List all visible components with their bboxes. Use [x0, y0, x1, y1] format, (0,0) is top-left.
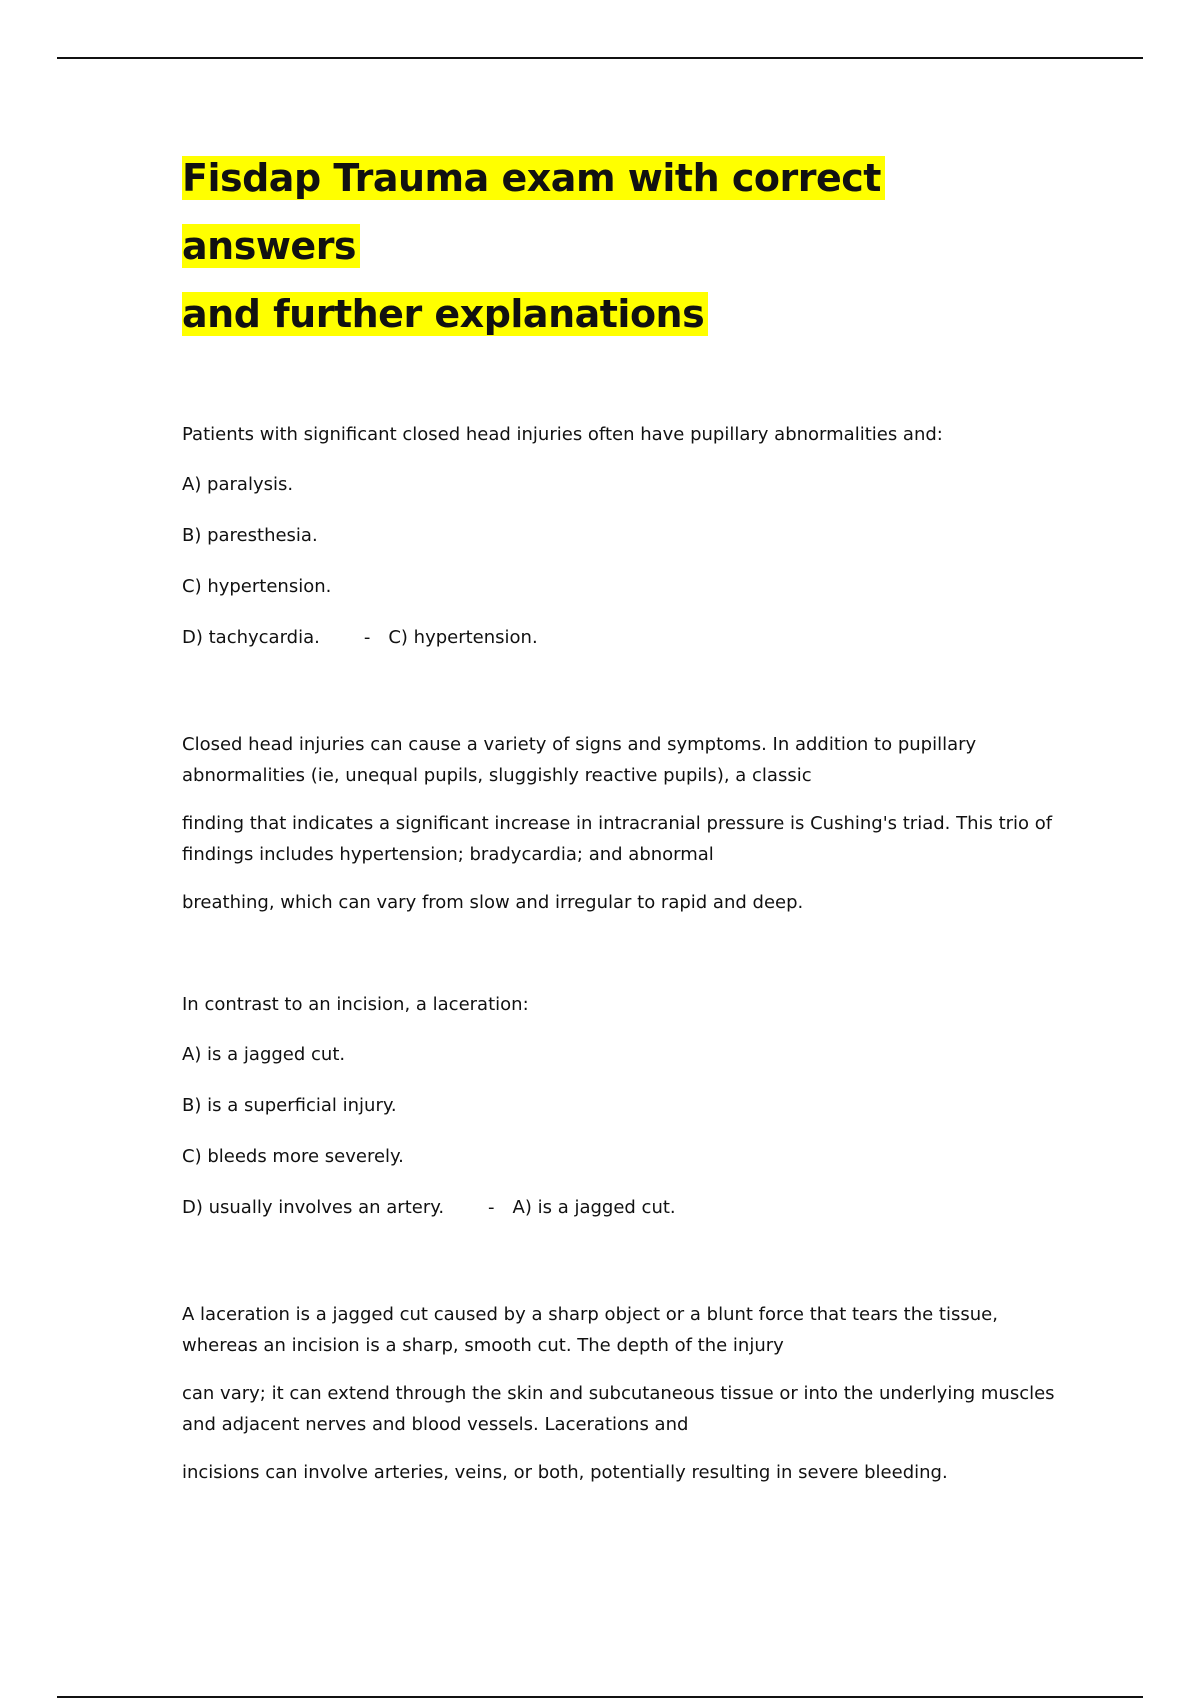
- question-1: [182, 420, 1062, 918]
- question-stem: In contrast to an incision, a laceration:: [182, 994, 529, 1015]
- explanation-paragraph: can vary; it can extend through the skin and subcutaneous tissue or into the underlying muscles and adjacent nerves and blood vessels. Lacerations and: [182, 1383, 1055, 1435]
- explanation-paragraph: A laceration is a jagged cut caused by a sharp object or a blunt force that tears the tissue, whereas an incision is a sharp, smooth cut. The depth of the injury: [182, 1304, 998, 1356]
- option-c: C) bleeds more severely.: [182, 1146, 404, 1167]
- explanation: [182, 1299, 1062, 1488]
- question-stem: Patients with significant closed head injuries often have pupillary abnormalities and:: [182, 424, 943, 445]
- document-body: [182, 144, 1062, 1505]
- title-line-2: and further explanations: [182, 292, 708, 336]
- option-a: A) paralysis.: [182, 474, 294, 495]
- answer-separator: -: [363, 627, 371, 648]
- option-d-with-answer: [182, 623, 1062, 653]
- option-d: D) tachycardia.: [182, 627, 320, 648]
- title-line-1: Fisdap Trauma exam with correct answers: [182, 156, 885, 268]
- correct-answer: A) is a jagged cut.: [512, 1197, 676, 1218]
- explanation-paragraph: incisions can involve arteries, veins, or both, potentially resulting in severe bleeding.: [182, 1462, 948, 1483]
- option-d: D) usually involves an artery.: [182, 1197, 445, 1218]
- option-b: B) is a superficial injury.: [182, 1095, 397, 1116]
- document-title: [182, 144, 1062, 348]
- correct-answer: C) hypertension.: [388, 627, 538, 648]
- option-b: B) paresthesia.: [182, 525, 318, 546]
- explanation: [182, 729, 1062, 918]
- option-a: A) is a jagged cut.: [182, 1044, 346, 1065]
- question-2: [182, 990, 1062, 1488]
- option-d-with-answer: [182, 1193, 1062, 1223]
- page-bottom-rule: [57, 1696, 1143, 1698]
- explanation-paragraph: Closed head injuries can cause a variety of signs and symptoms. In addition to pupillary abnormalities (ie, unequal pupils, sluggishly reactive pupils), a classic: [182, 734, 977, 786]
- explanation-paragraph: breathing, which can vary from slow and irregular to rapid and deep.: [182, 892, 804, 913]
- explanation-paragraph: finding that indicates a significant increase in intracranial pressure is Cushing's triad. This trio of findings includes hypertension; bradycardia; and abnormal: [182, 813, 1053, 865]
- page-top-rule: [57, 57, 1143, 59]
- answer-separator: -: [488, 1197, 495, 1218]
- option-c: C) hypertension.: [182, 576, 332, 597]
